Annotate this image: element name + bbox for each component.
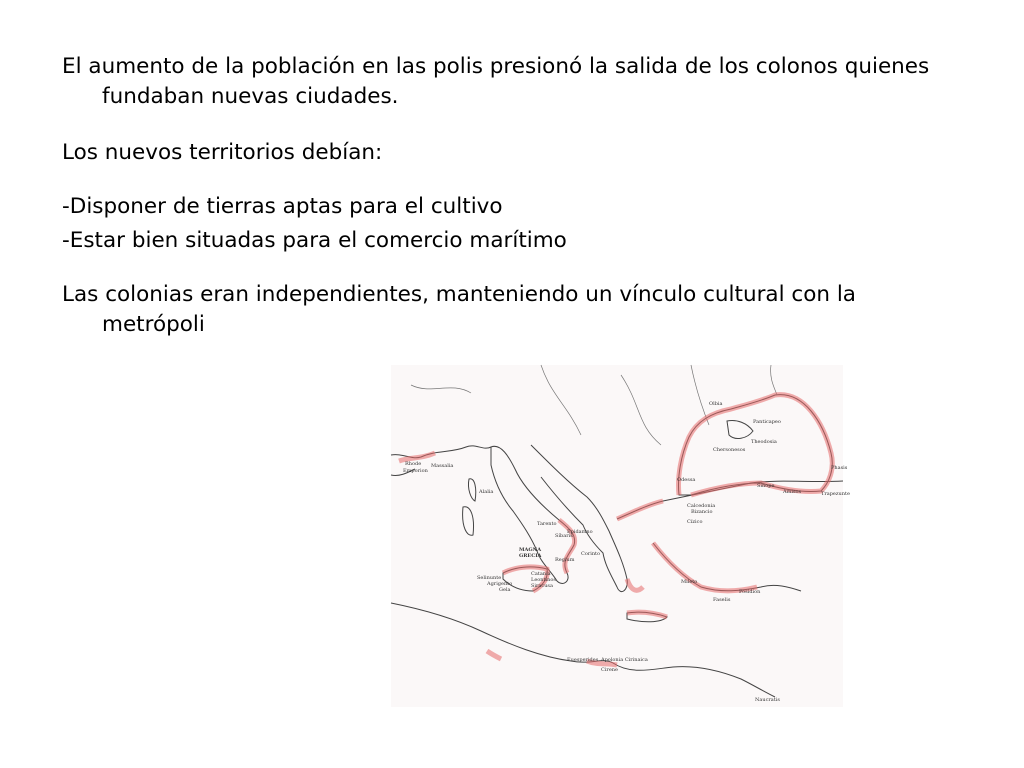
label-naucratis: Naucratis bbox=[755, 697, 780, 703]
label-cizico: Cízico bbox=[687, 519, 703, 525]
label-rhode: Rhode bbox=[405, 461, 422, 467]
label-phasis: Phasis bbox=[831, 465, 848, 471]
label-trapezunte: Trapezunte bbox=[821, 491, 850, 497]
label-olbia: Olbia bbox=[709, 401, 723, 407]
label-apolonia: Apolonia Cirinaica bbox=[601, 657, 648, 663]
label-siracusa: Siracusa bbox=[531, 583, 553, 589]
colonization-map bbox=[391, 365, 850, 707]
label-tarento: Tarento bbox=[537, 521, 557, 527]
label-sibaris: Síbaris bbox=[555, 533, 573, 539]
label-agrigento: Agrigento bbox=[487, 581, 513, 587]
bullet-farmland: -Disponer de tierras aptas para el cultivo bbox=[62, 194, 503, 219]
paragraph-independence: Las colonias eran independientes, manteniendo un vínculo cultural con la metrópoli bbox=[62, 282, 856, 337]
label-leontinos: Leontinos bbox=[531, 577, 556, 583]
label-odessa: Odessa bbox=[677, 477, 696, 483]
label-regium: Regium bbox=[555, 557, 575, 563]
label-sinope: Sinope bbox=[757, 483, 775, 489]
label-calcedonia: Calcedonia bbox=[687, 503, 716, 509]
label-magna: MAGNA bbox=[519, 547, 542, 553]
label-chersonesos: Chersonesos bbox=[713, 447, 746, 453]
paragraph-population: El aumento de la población en las polis presionó la salida de los colonos quienes fundaban nuevas ciudades. bbox=[62, 54, 930, 109]
label-emporion: Emporion bbox=[403, 468, 428, 474]
label-alalia: Alalia bbox=[479, 489, 494, 495]
label-faselis: Faselis bbox=[713, 597, 731, 603]
map-svg bbox=[391, 365, 850, 707]
label-grecia: GRECIA bbox=[519, 553, 542, 559]
label-euesperides: Euesperides bbox=[567, 657, 599, 663]
label-cirene: Cirene bbox=[601, 667, 618, 673]
label-mileto: Mileto bbox=[681, 579, 698, 585]
paragraph-territories: Los nuevos territorios debían: bbox=[62, 140, 383, 165]
label-theodosia: Theodosia bbox=[751, 439, 777, 445]
label-epidamno: Epidamno bbox=[567, 529, 593, 535]
bullet-trade: -Estar bien situadas para el comercio marítimo bbox=[62, 228, 567, 253]
label-posidion: Posidion bbox=[739, 589, 761, 595]
label-corinto: Corinto bbox=[581, 551, 601, 557]
label-amisos: Amisos bbox=[783, 489, 802, 495]
label-panticapeo: Panticapeo bbox=[753, 419, 781, 425]
label-massalia: Massalia bbox=[431, 463, 454, 469]
slide-text bbox=[62, 52, 942, 340]
map-background bbox=[391, 365, 843, 707]
label-gela: Gela bbox=[499, 587, 511, 593]
label-catania: Catania bbox=[531, 571, 551, 577]
label-selinunte: Selinunte bbox=[477, 575, 502, 581]
label-bizancio: Bizancio bbox=[691, 509, 713, 515]
